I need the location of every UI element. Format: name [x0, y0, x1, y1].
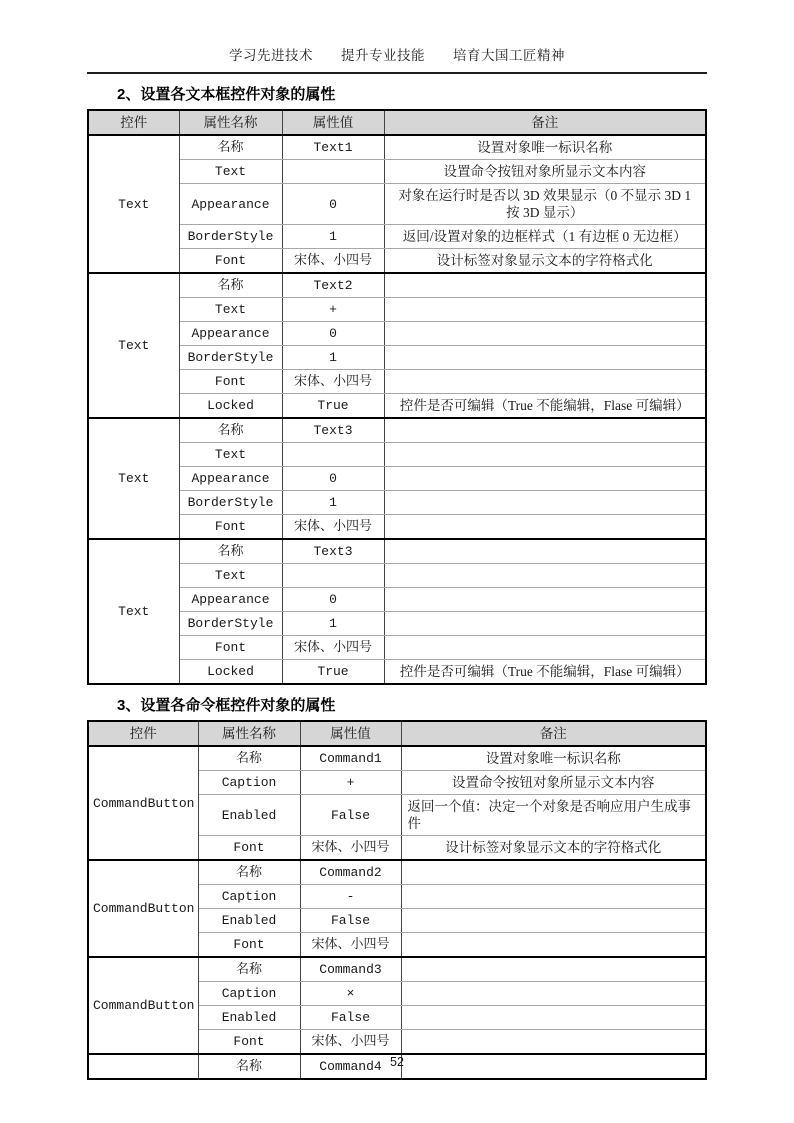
- property-name-cell: 名称: [179, 135, 282, 160]
- note-cell: [384, 298, 706, 322]
- property-name-cell: Caption: [198, 771, 300, 795]
- note-cell: [384, 443, 706, 467]
- property-name-cell: BorderStyle: [179, 491, 282, 515]
- property-name-cell: Font: [198, 836, 300, 861]
- property-name-cell: Text: [179, 564, 282, 588]
- note-cell: [401, 1030, 706, 1055]
- property-value-cell: 0: [282, 588, 384, 612]
- property-value-cell: [282, 564, 384, 588]
- column-header: 属性名称: [179, 110, 282, 135]
- column-header: 控件: [88, 110, 179, 135]
- property-name-cell: 名称: [198, 1054, 300, 1079]
- property-value-cell: +: [282, 298, 384, 322]
- note-cell: 设置对象唯一标识名称: [401, 746, 706, 771]
- property-name-cell: BorderStyle: [179, 346, 282, 370]
- property-value-cell: 宋体、小四号: [282, 636, 384, 660]
- note-cell: [401, 909, 706, 933]
- note-cell: [384, 588, 706, 612]
- property-name-cell: Caption: [198, 982, 300, 1006]
- property-row: [88, 539, 706, 564]
- column-header: 备注: [401, 721, 706, 746]
- note-cell: [401, 885, 706, 909]
- control-cell: Text: [88, 539, 179, 684]
- property-row: [88, 225, 706, 249]
- property-row: [88, 612, 706, 636]
- property-value-cell: Command2: [300, 860, 401, 885]
- property-name-cell: 名称: [179, 273, 282, 298]
- property-value-cell: 宋体、小四号: [300, 836, 401, 861]
- property-value-cell: 宋体、小四号: [282, 370, 384, 394]
- property-name-cell: Enabled: [198, 909, 300, 933]
- note-cell: [384, 539, 706, 564]
- property-row: [88, 660, 706, 685]
- note-cell: [384, 273, 706, 298]
- property-value-cell: Text2: [282, 273, 384, 298]
- property-value-cell: -: [300, 885, 401, 909]
- note-cell: [384, 322, 706, 346]
- column-header: 属性值: [300, 721, 401, 746]
- note-cell: [384, 636, 706, 660]
- property-name-cell: Font: [179, 370, 282, 394]
- property-value-cell: 宋体、小四号: [300, 933, 401, 958]
- property-row: [88, 249, 706, 274]
- property-row: [88, 515, 706, 540]
- property-value-cell: Text3: [282, 418, 384, 443]
- page-content: [87, 0, 707, 1080]
- note-cell: [384, 370, 706, 394]
- property-value-cell: 1: [282, 225, 384, 249]
- note-cell: 设置命令按钮对象所显示文本内容: [384, 160, 706, 184]
- note-cell: [384, 418, 706, 443]
- property-name-cell: Enabled: [198, 795, 300, 836]
- property-name-cell: Font: [198, 933, 300, 958]
- property-value-cell: False: [300, 909, 401, 933]
- property-name-cell: 名称: [198, 957, 300, 982]
- note-cell: 控件是否可编辑（True 不能编辑，Flase 可编辑）: [384, 660, 706, 685]
- property-value-cell: True: [282, 660, 384, 685]
- property-name-cell: BorderStyle: [179, 612, 282, 636]
- control-cell: CommandButton: [88, 746, 198, 860]
- column-header: 属性值: [282, 110, 384, 135]
- property-row: [88, 370, 706, 394]
- property-row: [88, 636, 706, 660]
- property-name-cell: Appearance: [179, 322, 282, 346]
- property-value-cell: 宋体、小四号: [282, 515, 384, 540]
- note-cell: [384, 515, 706, 540]
- control-cell: CommandButton: [88, 860, 198, 957]
- column-header: 控件: [88, 721, 198, 746]
- note-cell: 返回一个值：决定一个对象是否响应用户生成事件: [401, 795, 706, 836]
- property-name-cell: Font: [179, 636, 282, 660]
- property-row: [88, 588, 706, 612]
- note-cell: 设置命令按钮对象所显示文本内容: [401, 771, 706, 795]
- property-value-cell: Text3: [282, 539, 384, 564]
- property-row: [88, 273, 706, 298]
- page-header-slogan: 学习先进技术 提升专业技能 培育大国工匠精神: [87, 44, 707, 74]
- note-cell: [401, 1006, 706, 1030]
- property-value-cell: 0: [282, 322, 384, 346]
- commandbutton-properties-table: [87, 720, 707, 1080]
- section-2-heading: 2、设置各文本框控件对象的属性: [117, 86, 336, 103]
- property-row: [88, 322, 706, 346]
- note-cell: 对象在运行时是否以 3D 效果显示（0 不显示 3D 1 按 3D 显示）: [384, 184, 706, 225]
- property-row: [88, 184, 706, 225]
- note-cell: [384, 564, 706, 588]
- note-cell: [401, 860, 706, 885]
- property-row: [88, 957, 706, 982]
- property-row: [88, 160, 706, 184]
- column-header: 备注: [384, 110, 706, 135]
- section-3-heading: 3、设置各命令框控件对象的属性: [117, 697, 336, 714]
- property-name-cell: 名称: [179, 539, 282, 564]
- note-cell: 设计标签对象显示文本的字符格式化: [384, 249, 706, 274]
- property-name-cell: Font: [198, 1030, 300, 1055]
- property-name-cell: Enabled: [198, 1006, 300, 1030]
- property-value-cell: 1: [282, 612, 384, 636]
- property-name-cell: BorderStyle: [179, 225, 282, 249]
- page-number: 52: [390, 1055, 404, 1069]
- note-cell: [384, 491, 706, 515]
- property-value-cell: ×: [300, 982, 401, 1006]
- property-row: [88, 564, 706, 588]
- note-cell: [401, 982, 706, 1006]
- note-cell: 返回/设置对象的边框样式（1 有边框 0 无边框）: [384, 225, 706, 249]
- note-cell: 控件是否可编辑（True 不能编辑，Flase 可编辑）: [384, 394, 706, 419]
- note-cell: 设置对象唯一标识名称: [384, 135, 706, 160]
- property-name-cell: Font: [179, 515, 282, 540]
- property-name-cell: 名称: [198, 746, 300, 771]
- property-name-cell: Text: [179, 160, 282, 184]
- property-value-cell: True: [282, 394, 384, 419]
- property-value-cell: Command4: [300, 1054, 401, 1079]
- property-name-cell: 名称: [198, 860, 300, 885]
- column-header: 属性名称: [198, 721, 300, 746]
- property-name-cell: Locked: [179, 394, 282, 419]
- property-row: [88, 346, 706, 370]
- note-cell: [384, 346, 706, 370]
- property-value-cell: Text1: [282, 135, 384, 160]
- property-name-cell: 名称: [179, 418, 282, 443]
- property-name-cell: Locked: [179, 660, 282, 685]
- property-value-cell: 1: [282, 346, 384, 370]
- control-cell: Text: [88, 135, 179, 273]
- property-row: [88, 418, 706, 443]
- property-value-cell: +: [300, 771, 401, 795]
- control-cell: Text: [88, 273, 179, 418]
- property-row: [88, 135, 706, 160]
- property-row: [88, 467, 706, 491]
- property-value-cell: [282, 443, 384, 467]
- property-name-cell: Appearance: [179, 467, 282, 491]
- property-name-cell: Appearance: [179, 184, 282, 225]
- note-cell: [401, 933, 706, 958]
- property-name-cell: Caption: [198, 885, 300, 909]
- property-value-cell: 1: [282, 491, 384, 515]
- note-cell: 设计标签对象显示文本的字符格式化: [401, 836, 706, 861]
- property-value-cell: Command3: [300, 957, 401, 982]
- property-value-cell: 0: [282, 467, 384, 491]
- property-value-cell: 0: [282, 184, 384, 225]
- property-row: [88, 491, 706, 515]
- control-cell: CommandButton: [88, 957, 198, 1054]
- property-row: [88, 298, 706, 322]
- note-cell: [384, 467, 706, 491]
- note-cell: [384, 612, 706, 636]
- table-header-row: [88, 110, 706, 135]
- property-value-cell: False: [300, 795, 401, 836]
- property-name-cell: Text: [179, 443, 282, 467]
- note-cell: [401, 957, 706, 982]
- property-name-cell: Text: [179, 298, 282, 322]
- property-value-cell: 宋体、小四号: [282, 249, 384, 274]
- property-value-cell: False: [300, 1006, 401, 1030]
- property-name-cell: Appearance: [179, 588, 282, 612]
- property-row: [88, 746, 706, 771]
- property-row: [88, 860, 706, 885]
- control-cell: Text: [88, 418, 179, 539]
- property-row: [88, 443, 706, 467]
- property-value-cell: [282, 160, 384, 184]
- textbox-properties-table: [87, 109, 707, 685]
- property-name-cell: Font: [179, 249, 282, 274]
- property-value-cell: 宋体、小四号: [300, 1030, 401, 1055]
- property-value-cell: Command1: [300, 746, 401, 771]
- property-row: [88, 394, 706, 419]
- table-header-row: [88, 721, 706, 746]
